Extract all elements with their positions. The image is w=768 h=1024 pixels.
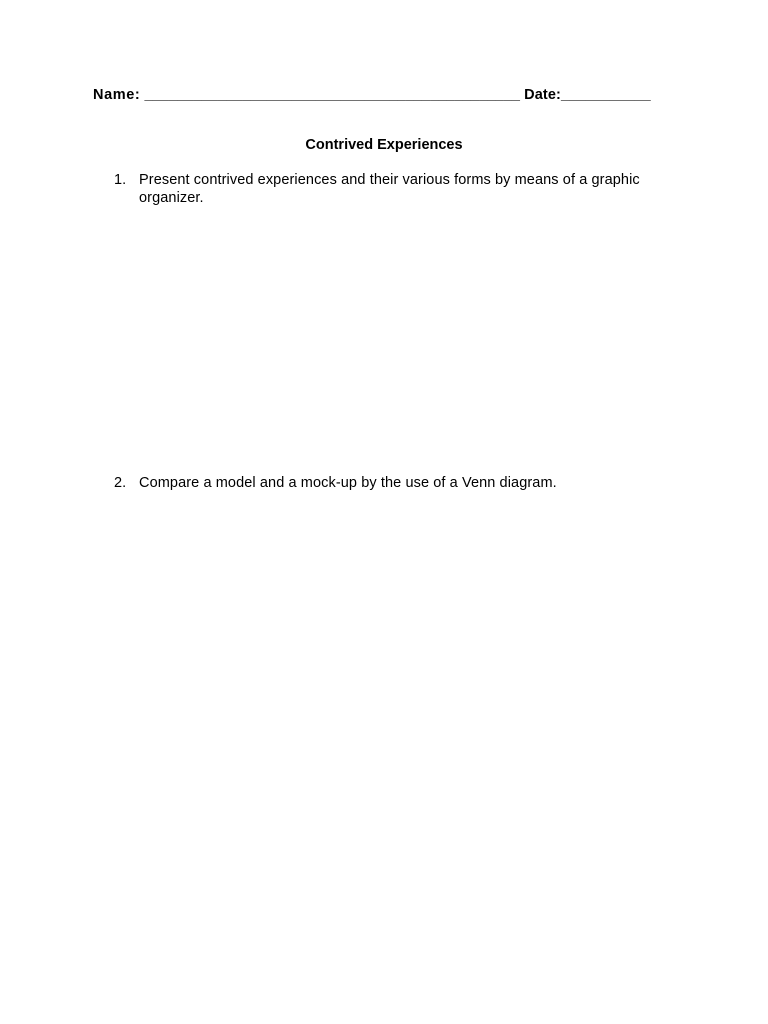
document-title: Contrived Experiences (305, 137, 463, 153)
date-label: Date: (524, 87, 561, 103)
question-1 (114, 171, 694, 207)
question-2 (114, 474, 694, 492)
name-label: Name: (93, 87, 141, 103)
date-blank: ___________ (560, 87, 651, 103)
question-number: 1. (114, 172, 127, 188)
name-date-line (93, 87, 651, 103)
name-blank: ______________________________________________ (144, 87, 521, 103)
question-number: 2. (114, 475, 127, 491)
question-text: Present contrived experiences and their various forms by means of a graphic organizer. (139, 172, 640, 206)
question-text: Compare a model and a mock-up by the use of a Venn diagram. (139, 475, 557, 491)
